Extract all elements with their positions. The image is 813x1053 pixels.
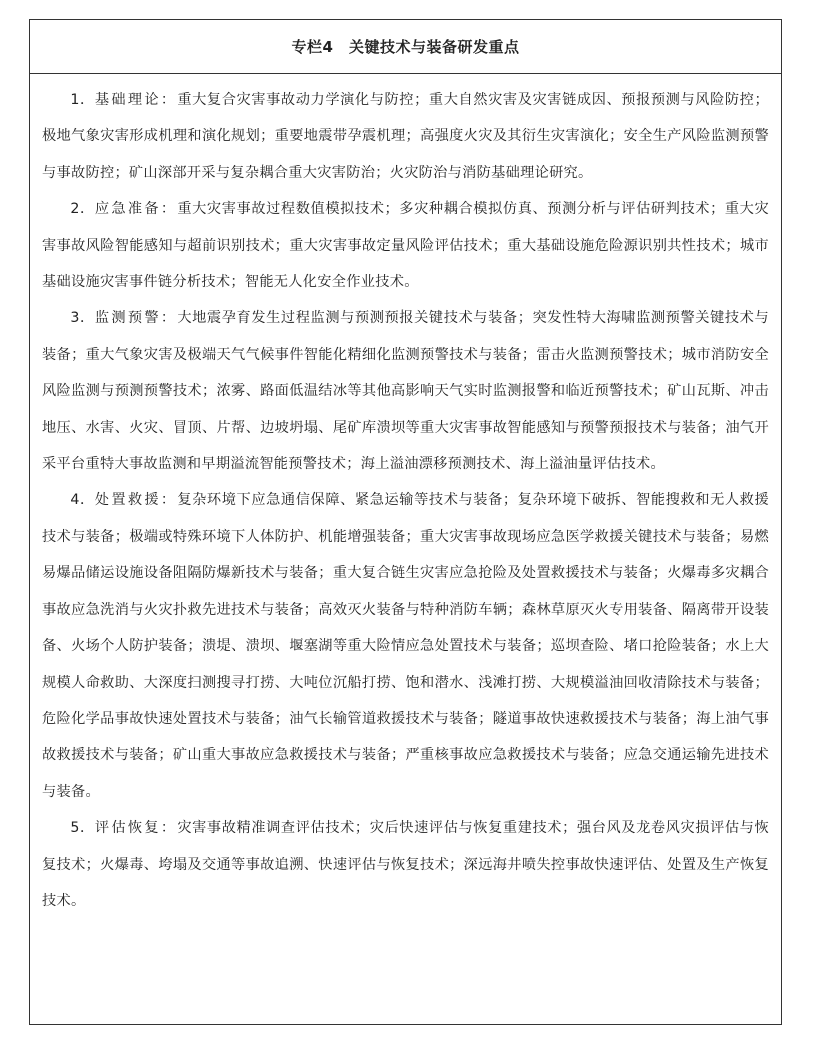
item-text: 复杂环境下应急通信保障、紧急运输等技术与装备；复杂环境下破拆、智能搜救和无人救援技术与装备；极端或特殊环境下人体防护、机能增强装备；重大灾害事故现场应急医学救援关键技术与装备；易燃易爆品储运设施设备阻隔防爆新技术与装备；重大复合链生灾害应急抢险及处置救援技术与装备；火爆毒多灾耦合事故应急洗消与火灾扑救先进技术与装备；高效灭火装备与特种消防车辆；森林草原灭火专用装备、隔离带开设装备、火场个人防护装备；溃堤、溃坝、堰塞湖等重大险情应急处置技术与装备；巡坝查险、堵口抢险装备；水上大规模人命救助、大深度扫测搜寻打捞、大吨位沉船打捞、饱和潜水、浅滩打捞、大规模溢油回收清除技术与装备；危险化学品事故快速处置技术与装备；油气长输管道救援技术与装备；隧道事故快速救援技术与装备；海上油气事故救援技术与装备；矿山重大事故应急救援技术与装备；严重核事故应急救援技术与装备；应急交通运输先进技术与装备。 (42, 492, 769, 800)
paragraph-rescue (42, 482, 769, 810)
item-number: 4． (70, 492, 95, 509)
item-label: 基础理论： (94, 92, 178, 108)
item-label: 应急准备： (94, 201, 178, 218)
content (30, 74, 781, 919)
item-number: 2． (70, 201, 95, 218)
item-text: 大地震孕育发生过程监测与预测预报关键技术与装备；突发性特大海啸监测预警关键技术与装备；重大气象灾害及极端天气气候事件智能化精细化监测预警技术与装备；雷击火监测预警技术；城市消防安全风险监测与预测预警技术；浓雾、路面低温结冰等其他高影响天气实时监测报警和临近预警技术；矿山瓦斯、冲击地压、水害、火灾、冒顶、片帮、边坡坍塌、尾矿库溃坝等重大灾害事故智能感知与预警预报技术与装备；油气开采平台重特大事故监测和早期溢流智能预警技术；海上溢油漂移预测技术、海上溢油量评估技术。 (42, 310, 769, 473)
box-title: 专栏4 关键技术与装备研发重点 (291, 38, 520, 56)
item-text: 重大灾害事故过程数值模拟技术；多灾种耦合模拟仿真、预测分析与评估研判技术；重大灾害事故风险智能感知与超前识别技术；重大灾害事故定量风险评估技术；重大基础设施危险源识别共性技术；城市基础设施灾害事件链分析技术；智能无人化安全作业技术。 (42, 201, 769, 291)
item-text: 灾害事故精准调查评估技术；灾后快速评估与恢复重建技术；强台风及龙卷风灾损评估与恢复技术；火爆毒、垮塌及交通等事故追溯、快速评估与恢复技术；深远海井喷失控事故快速评估、处置及生产恢复技术。 (42, 820, 769, 909)
item-number: 1． (70, 92, 95, 108)
paragraph-emergency-preparation (42, 191, 769, 300)
title-row (30, 20, 781, 74)
feature-box (29, 19, 782, 1025)
paragraph-monitoring-warning (42, 300, 769, 482)
item-label: 评估恢复： (94, 820, 178, 837)
item-number: 5． (70, 820, 95, 837)
paragraph-basic-theory (42, 82, 769, 191)
item-label: 处置救援： (94, 492, 178, 509)
item-number: 3． (70, 310, 95, 327)
paragraph-assessment-recovery (42, 810, 769, 919)
item-label: 监测预警： (94, 310, 178, 327)
item-text: 重大复合灾害事故动力学演化与防控；重大自然灾害及灾害链成因、预报预测与风险防控；极地气象灾害形成机理和演化规划；重要地震带孕震机理；高强度火灾及其衍生灾害演化；安全生产风险监测预警与事故防控；矿山深部开采与复杂耦合重大灾害防治；火灾防治与消防基础理论研究。 (42, 92, 769, 181)
